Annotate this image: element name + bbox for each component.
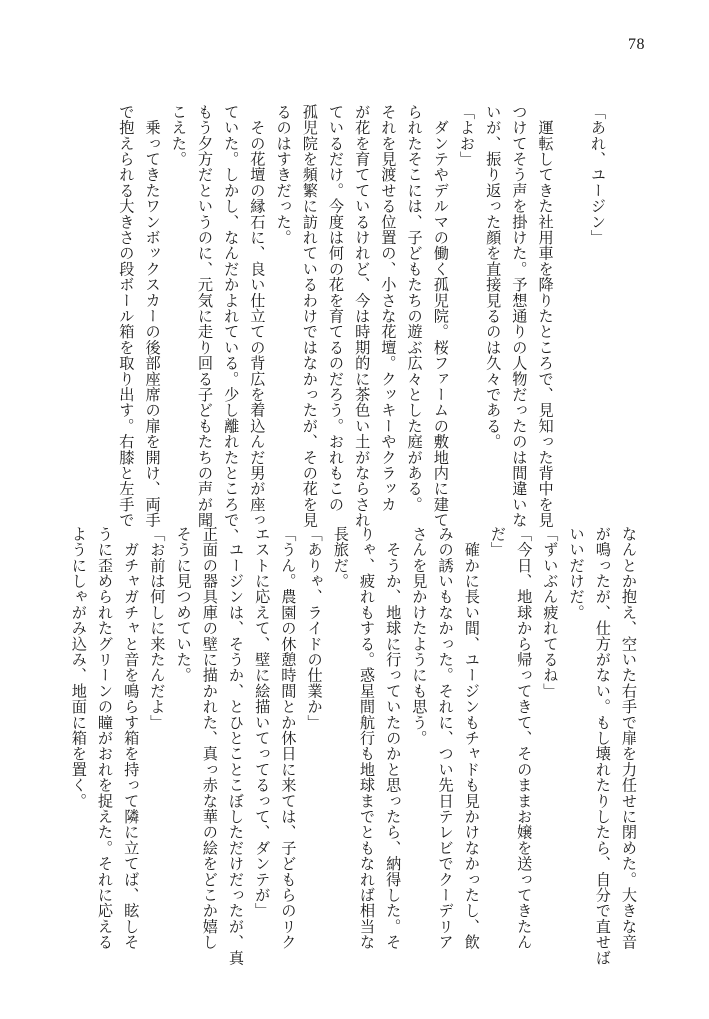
text-line: もう夕方だというのに、元気に走り回る子どもたちの声が聞 [196, 104, 214, 528]
text-line: それを見渡せる位置の、小さな花壇。クッキーやクラッカ [379, 104, 398, 513]
text-line: なんとか抱え、空いた右手で扉を力任せに閉めた。大きな音 [620, 526, 638, 950]
text-line: ダンテやデルマの働く孤児院。桜ファームの敷地内に建て [431, 104, 450, 528]
text-line: 「あれ、ユージン」 [589, 104, 607, 246]
text-line: いいだけだ。 [567, 526, 586, 621]
text-line: ガチャガチャと音を鳴らす箱を持って隣に立てば、眩しそ [122, 526, 141, 950]
text-line: みの誘いもなかった。それに、つい先日テレビでクーデリア [436, 526, 455, 950]
text-line: 長旅だ。 [331, 526, 350, 589]
text-line: 「ありゃ、ライドの仕業か」 [305, 526, 324, 731]
text-line: 運転してきた社用車を降りたところで、見知った背中を見 [536, 104, 555, 528]
text-line: そうか、地球に行っていたのかと思ったら、納得した。そ [384, 526, 403, 950]
text-line: つけてそう声を掛けた。予想通りの人物だったのは間違いな [510, 104, 529, 528]
text-line: さんを見かけたようにも思う。 [410, 526, 429, 746]
text-line: ているだけ。今度は何の花を育てるのだろう。おれもこの [327, 104, 345, 513]
text-line: ようにしゃがみ込み、地面に箱を置く。 [69, 526, 88, 809]
text-line: 孤児院を頻繁に訪れているわけではなかったが、その花を見 [300, 104, 319, 528]
text-line: そうに見つめていた。 [174, 526, 193, 683]
text-line: 「お前は何しに来たんだよ」 [148, 526, 167, 731]
text-line: られたそこには、子どもたちの遊ぶ広々とした庭がある。 [405, 104, 424, 513]
text-line: 乗ってきたワンボックスカーの後部座席の扉を開け、両手 [143, 104, 162, 528]
text-line: で抱えられる大きさの段ボール箱を取り出す。右膝と左手で [117, 104, 136, 528]
text-line: うに歪められたグリーンの瞳がおれを捉えた。それに応える [96, 526, 114, 950]
text-line: るのはすきだった。 [274, 104, 293, 246]
text-line: 「うん。農園の休憩時間とか休日に来ては、子どもらのリク [279, 526, 298, 950]
text-line: 正面の器具庫の壁に描かれた、真っ赤な華の絵をどこか嬉し [200, 526, 219, 950]
text-line: 「ずいぶん疲れてるね」 [541, 526, 560, 699]
text-line: 「よお」 [458, 104, 476, 167]
text-line: だ」 [489, 526, 507, 558]
text-line: いが、振り返った顔を直接見るのは久々である。 [484, 104, 503, 450]
text-line: が鳴ったが、仕方がない。もし壊れたりしたら、自分で直せば [593, 526, 612, 966]
text-line: が花を育てているけれど、今は時期的に茶色い土がならされ [353, 104, 372, 528]
text-line: エストに応えて、壁に絵描いてってるって、ダンテが」 [253, 526, 272, 919]
page-number: 78 [628, 36, 645, 53]
text-line: ていた。しかし、なんだかよれている。少し離れたところで、 [222, 104, 241, 544]
text-line: 「今日、地球から帰ってきて、そのままお嬢を送ってきたん [515, 526, 534, 950]
text-line: りゃ、疲れもする。惑星間航行も地球までともなれば相当な [358, 526, 376, 950]
text-line: その花壇の縁石に、良い仕立ての背広を着込んだ男が座っ [248, 104, 267, 528]
text-line: こえた。 [169, 104, 188, 167]
text-line: ユージンは、そうか、とひとことこぼしただけだったが、真 [227, 526, 245, 966]
text-line: 確かに長い間、ユージンもチャドも見かけなかったし、飲 [462, 526, 481, 950]
